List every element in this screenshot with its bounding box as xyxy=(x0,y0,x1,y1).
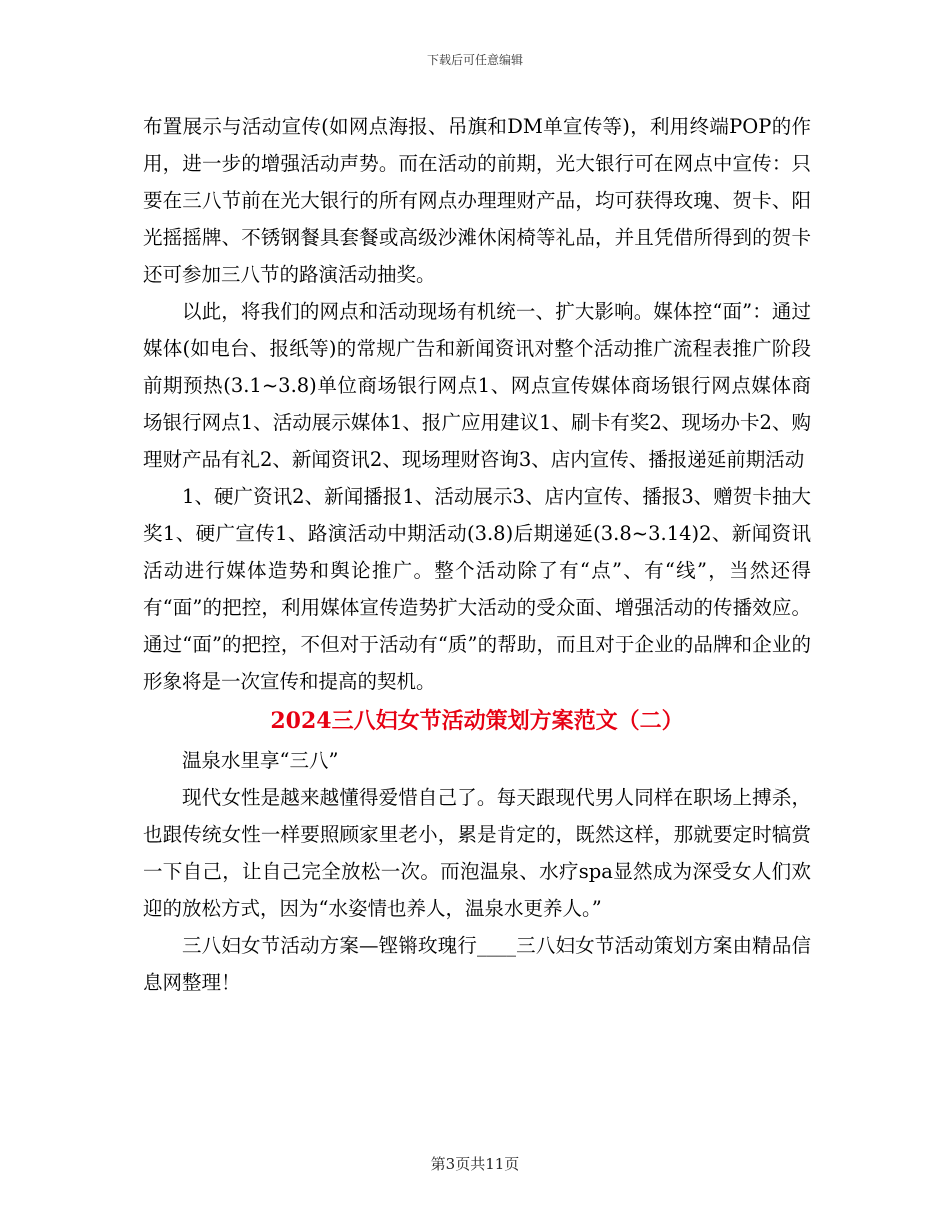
paragraph-6: 三八妇女节活动方案—铿锵玫瑰行____三八妇女节活动策划方案由精品信息网整理！ xyxy=(143,934,811,994)
paragraph-3: 1、硬广资讯2、新闻播报1、活动展示3、店内宣传、播报3、赠贺卡抽大奖1、硬广宣传1、路演活动中期活动(3.8)后期递延(3.8~3.14)2、新闻资讯活动进行媒体造势和舆论推广。整个活动除了有“点”、有“线”，当然还得有“面”的把控，利用媒体宣传造势扩大活动的受众面、增强活动的传播效应。通过“面”的把控，不但对于活动有“质”的帮助，而且对于企业的品牌和企业的形象将是一次宣传和提高的契机。 xyxy=(143,485,811,693)
page-footer: 第3页共11页 xyxy=(430,1155,520,1173)
paragraph-5: 现代女性是越来越懂得爱惜自己了。每天跟现代男人同样在职场上搏杀，也跟传统女性一样要照顾家里老小，累是肯定的，既然这样，那就要定时犒赏一下自己，让自己完全放松一次。而泡温泉、水疗spa显然成为深受女人们欢迎的放松方式，因为“水姿情也养人，温泉水更养人。” xyxy=(143,786,811,920)
paragraph-2: 以此，将我们的网点和活动现场有机统一、扩大影响。媒体控“面”：通过媒体(如电台、报纸等)的常规广告和新闻资讯对整个活动推广流程表推广阶段前期预热(3.1~3.8)单位商场银行网点1、网点宣传媒体商场银行网点媒体商场银行网点1、活动展示媒体1、报广应用建议1、刷卡有奖2、现场办卡2、购理财产品有礼2、新闻资讯2、现场理财咨询3、店内宣传、播报递延前期活动 xyxy=(143,300,811,471)
page-header: 下载后可任意编辑 xyxy=(426,53,523,67)
document-body xyxy=(143,108,811,1001)
paragraph-1: 布置展示与活动宣传(如网点海报、吊旗和DM单宣传等)，利用终端POP的作用，进一步的增强活动声势。而在活动的前期，光大银行可在网点中宣传：只要在三八节前在光大银行的所有网点办理理财产品，均可获得玫瑰、贺卡、阳光摇摇牌、不锈钢餐具套餐或高级沙滩休闲椅等礼品，并且凭借所得到的贺卡还可参加三八节的路演活动抽奖。 xyxy=(143,115,811,286)
section-heading: 2024三八妇女节活动策划方案范文（二） xyxy=(270,708,684,734)
paragraph-4: 温泉水里享“三八” xyxy=(182,749,339,772)
